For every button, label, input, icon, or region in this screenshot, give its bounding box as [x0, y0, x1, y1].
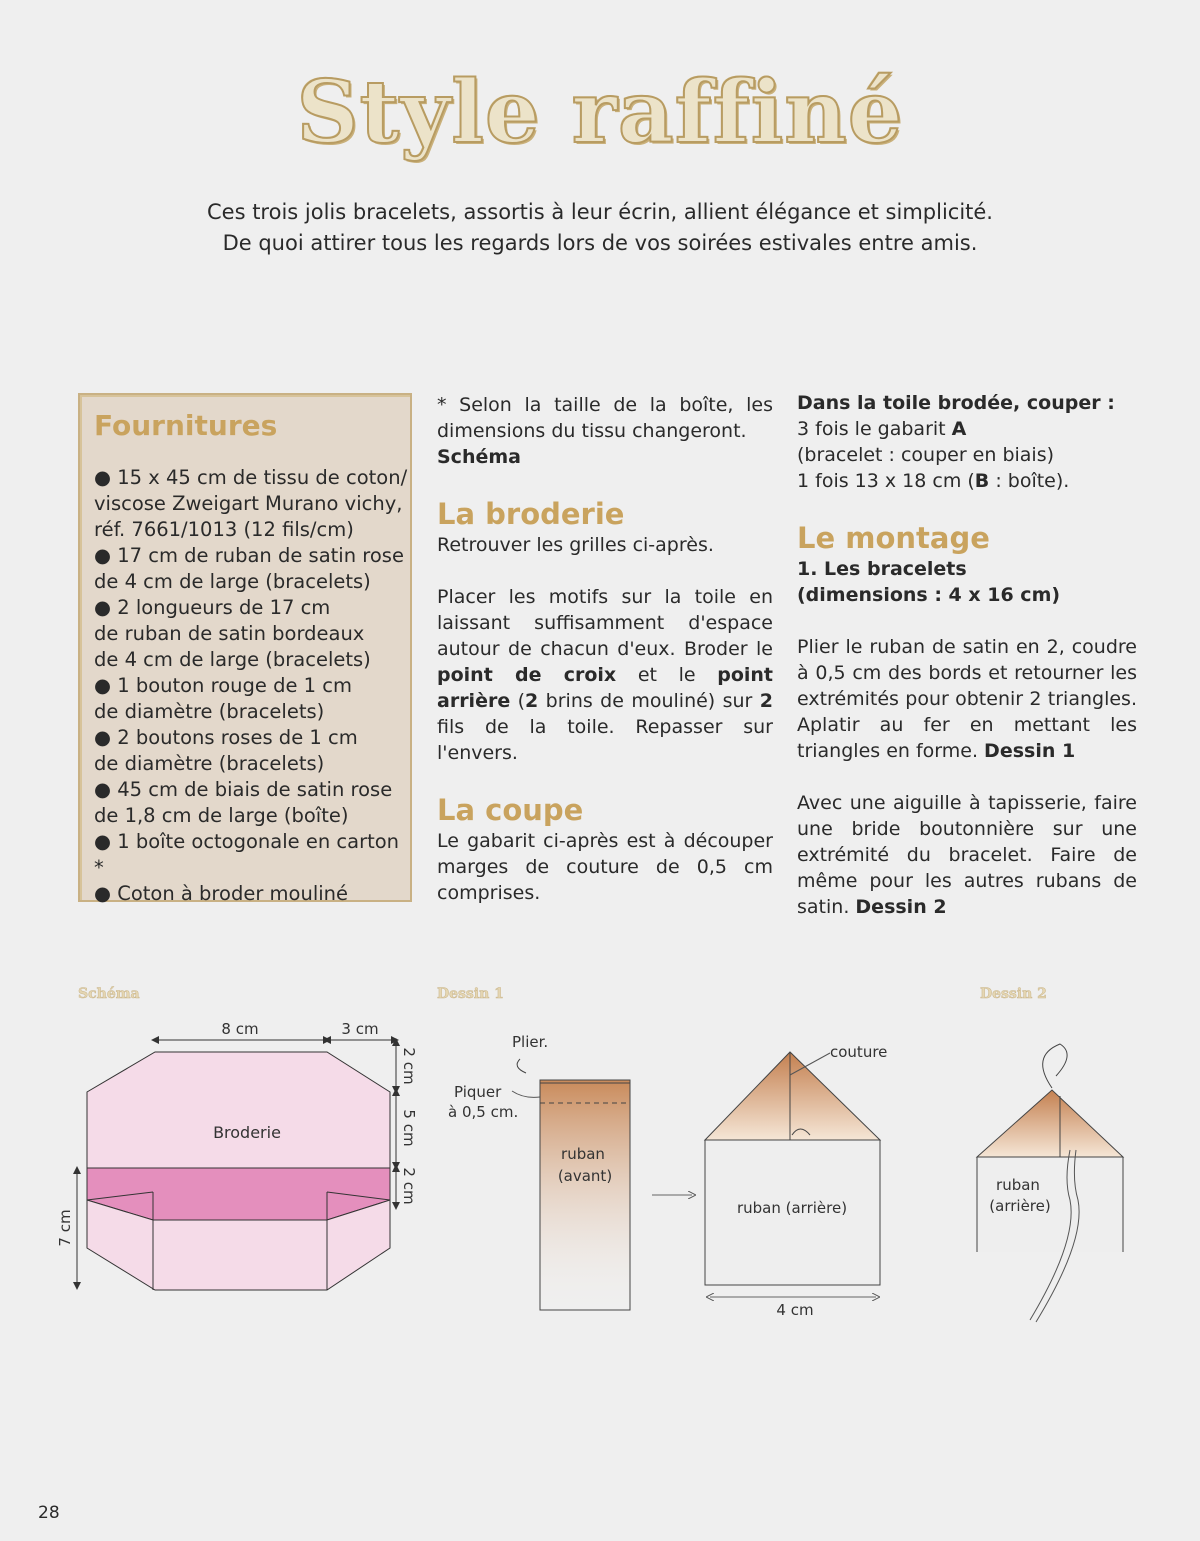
size-note-ref: Schéma	[437, 446, 521, 468]
coupe-p: Le gabarit ci-après est à découper marges de couture de 0,5 cm comprises.	[437, 830, 773, 904]
plier-label: Plier.	[512, 1033, 549, 1051]
ruban-avant-label-2: (avant)	[557, 1167, 613, 1185]
montage-p2	[797, 790, 1137, 920]
needle-thread	[1043, 1044, 1067, 1088]
bold-span: 2	[525, 690, 539, 712]
dessin2-diagram	[960, 1030, 1160, 1330]
intro-line-1: Ces trois jolis bracelets, assortis à leur écrin, allient élégance et simplicité.	[207, 200, 993, 224]
column-middle	[437, 392, 773, 906]
text-span: et le	[616, 664, 718, 686]
dim-label: 8 cm	[221, 1020, 259, 1038]
intro-text	[60, 197, 1140, 259]
cut-block	[797, 390, 1137, 494]
dim-label: 3 cm	[341, 1020, 379, 1038]
list-item: ● 45 cm de biais de satin rose de 1,8 cm de large (boîte)	[94, 778, 393, 827]
bold-span: (dimensions : 4 x 16 cm)	[797, 584, 1061, 606]
bold-span: point arrière	[437, 664, 773, 712]
schema-diagram	[50, 1010, 430, 1320]
size-note	[437, 392, 773, 470]
fold-arrow	[517, 1059, 526, 1073]
text-span: (	[510, 690, 526, 712]
ruban-avant-label: ruban	[561, 1145, 605, 1163]
text-span: 3 fois le gabarit	[797, 418, 952, 440]
broderie-p2	[437, 584, 773, 766]
piquer-label: Piquer	[454, 1083, 502, 1101]
bold-span: 2	[759, 690, 774, 712]
montage-sub	[797, 556, 1137, 608]
dim-label: 2 cm	[400, 1167, 418, 1205]
column-right	[797, 390, 1137, 920]
ruban-arriere-label: ruban (arrière)	[736, 1199, 848, 1217]
cut-heading: Dans la toile brodée, couper :	[797, 392, 1115, 414]
bold-span: Dessin 2	[855, 896, 947, 918]
text-span: Avec une aiguille à tapisserie, faire une bride boutonnière sur une extrémité du bracelet. Faire de même pour les autres rubans de satin.	[797, 792, 1137, 918]
coupe-heading: La coupe	[437, 793, 584, 827]
text-span: : boîte).	[989, 470, 1070, 492]
list-item: ● Coton à broder mouliné	[94, 882, 349, 905]
bold-span: B	[974, 470, 990, 492]
montage-heading: Le montage	[797, 521, 990, 555]
list-item: ● 2 longueurs de 17 cm de ruban de satin bordeaux de 4 cm de large (bracelets)	[94, 596, 371, 671]
dessin1-label: Dessin 1	[437, 986, 504, 1002]
ribbon-front	[540, 1080, 630, 1310]
dim-label: 4 cm	[776, 1301, 814, 1319]
broderie-heading: La broderie	[437, 497, 625, 531]
text-span: Plier le ruban de satin en 2, coudre à 0,5 cm des bords et retourner les extrémités pour obtenir 2 triangles. Aplatir au fer en mettant les triangles en forme.	[797, 636, 1137, 762]
couture-label: couture	[830, 1043, 888, 1061]
dessin1-diagram	[440, 1025, 900, 1325]
ruban-label-2: (arrière)	[989, 1197, 1051, 1215]
dessin2-label: Dessin 2	[980, 986, 1047, 1002]
text-span: Placer les motifs sur la toile en laissant suffisamment d'espace autour de chacun d'eux. Broder le	[437, 586, 773, 660]
page-title: Style raffiné	[296, 62, 904, 163]
ruban-label: ruban	[996, 1176, 1040, 1194]
piquer-label-2: à 0,5 cm.	[448, 1103, 519, 1121]
schema-label: Schéma	[78, 986, 140, 1002]
dim-label: 5 cm	[400, 1109, 418, 1147]
intro-line-2: De quoi attirer tous les regards lors de vos soirées estivales entre amis.	[222, 231, 978, 255]
fournitures-box	[78, 393, 412, 905]
montage-p1	[797, 634, 1137, 764]
list-item: ● 1 boîte octogonale en carton *	[94, 830, 400, 879]
ribbon-triangle	[977, 1090, 1123, 1157]
text-span: 1 fois 13 x 18 cm (	[797, 470, 975, 492]
list-item: ● 1 bouton rouge de 1 cm de diamètre (bracelets)	[94, 674, 352, 723]
text-span: fils de la toile. Repasser sur l'envers.	[437, 716, 773, 764]
text-span: (bracelet : couper en biais)	[797, 444, 1055, 466]
fournitures-heading: Fournitures	[94, 409, 278, 442]
page-number: 28	[38, 1503, 60, 1523]
fournitures-list	[94, 465, 412, 907]
list-item: ● 15 x 45 cm de tissu de coton/ viscose Zweigart Murano vichy, réf. 7661/1013 (12 fils/cm)	[94, 466, 408, 541]
box-top-panel	[87, 1052, 390, 1168]
bold-span: A	[951, 418, 967, 440]
broderie-label: Broderie	[213, 1123, 281, 1142]
bold-span: 1. Les bracelets	[797, 558, 967, 580]
broderie-p1: Retrouver les grilles ci-après.	[437, 534, 714, 556]
list-item: ● 2 boutons roses de 1 cm de diamètre (bracelets)	[94, 726, 358, 775]
size-note-text: * Selon la taille de la boîte, les dimensions du tissu changeront.	[437, 394, 773, 442]
bold-span: point de croix	[437, 664, 617, 686]
dim-label: 7 cm	[56, 1209, 74, 1247]
dim-label: 2 cm	[400, 1047, 418, 1085]
piquer-pointer	[512, 1091, 540, 1097]
list-item: ● 17 cm de ruban de satin rose de 4 cm de large (bracelets)	[94, 544, 404, 593]
ribbon-triangle	[705, 1052, 880, 1140]
text-span: brins de mouliné) sur	[538, 690, 760, 712]
bold-span: Dessin 1	[984, 740, 1076, 762]
